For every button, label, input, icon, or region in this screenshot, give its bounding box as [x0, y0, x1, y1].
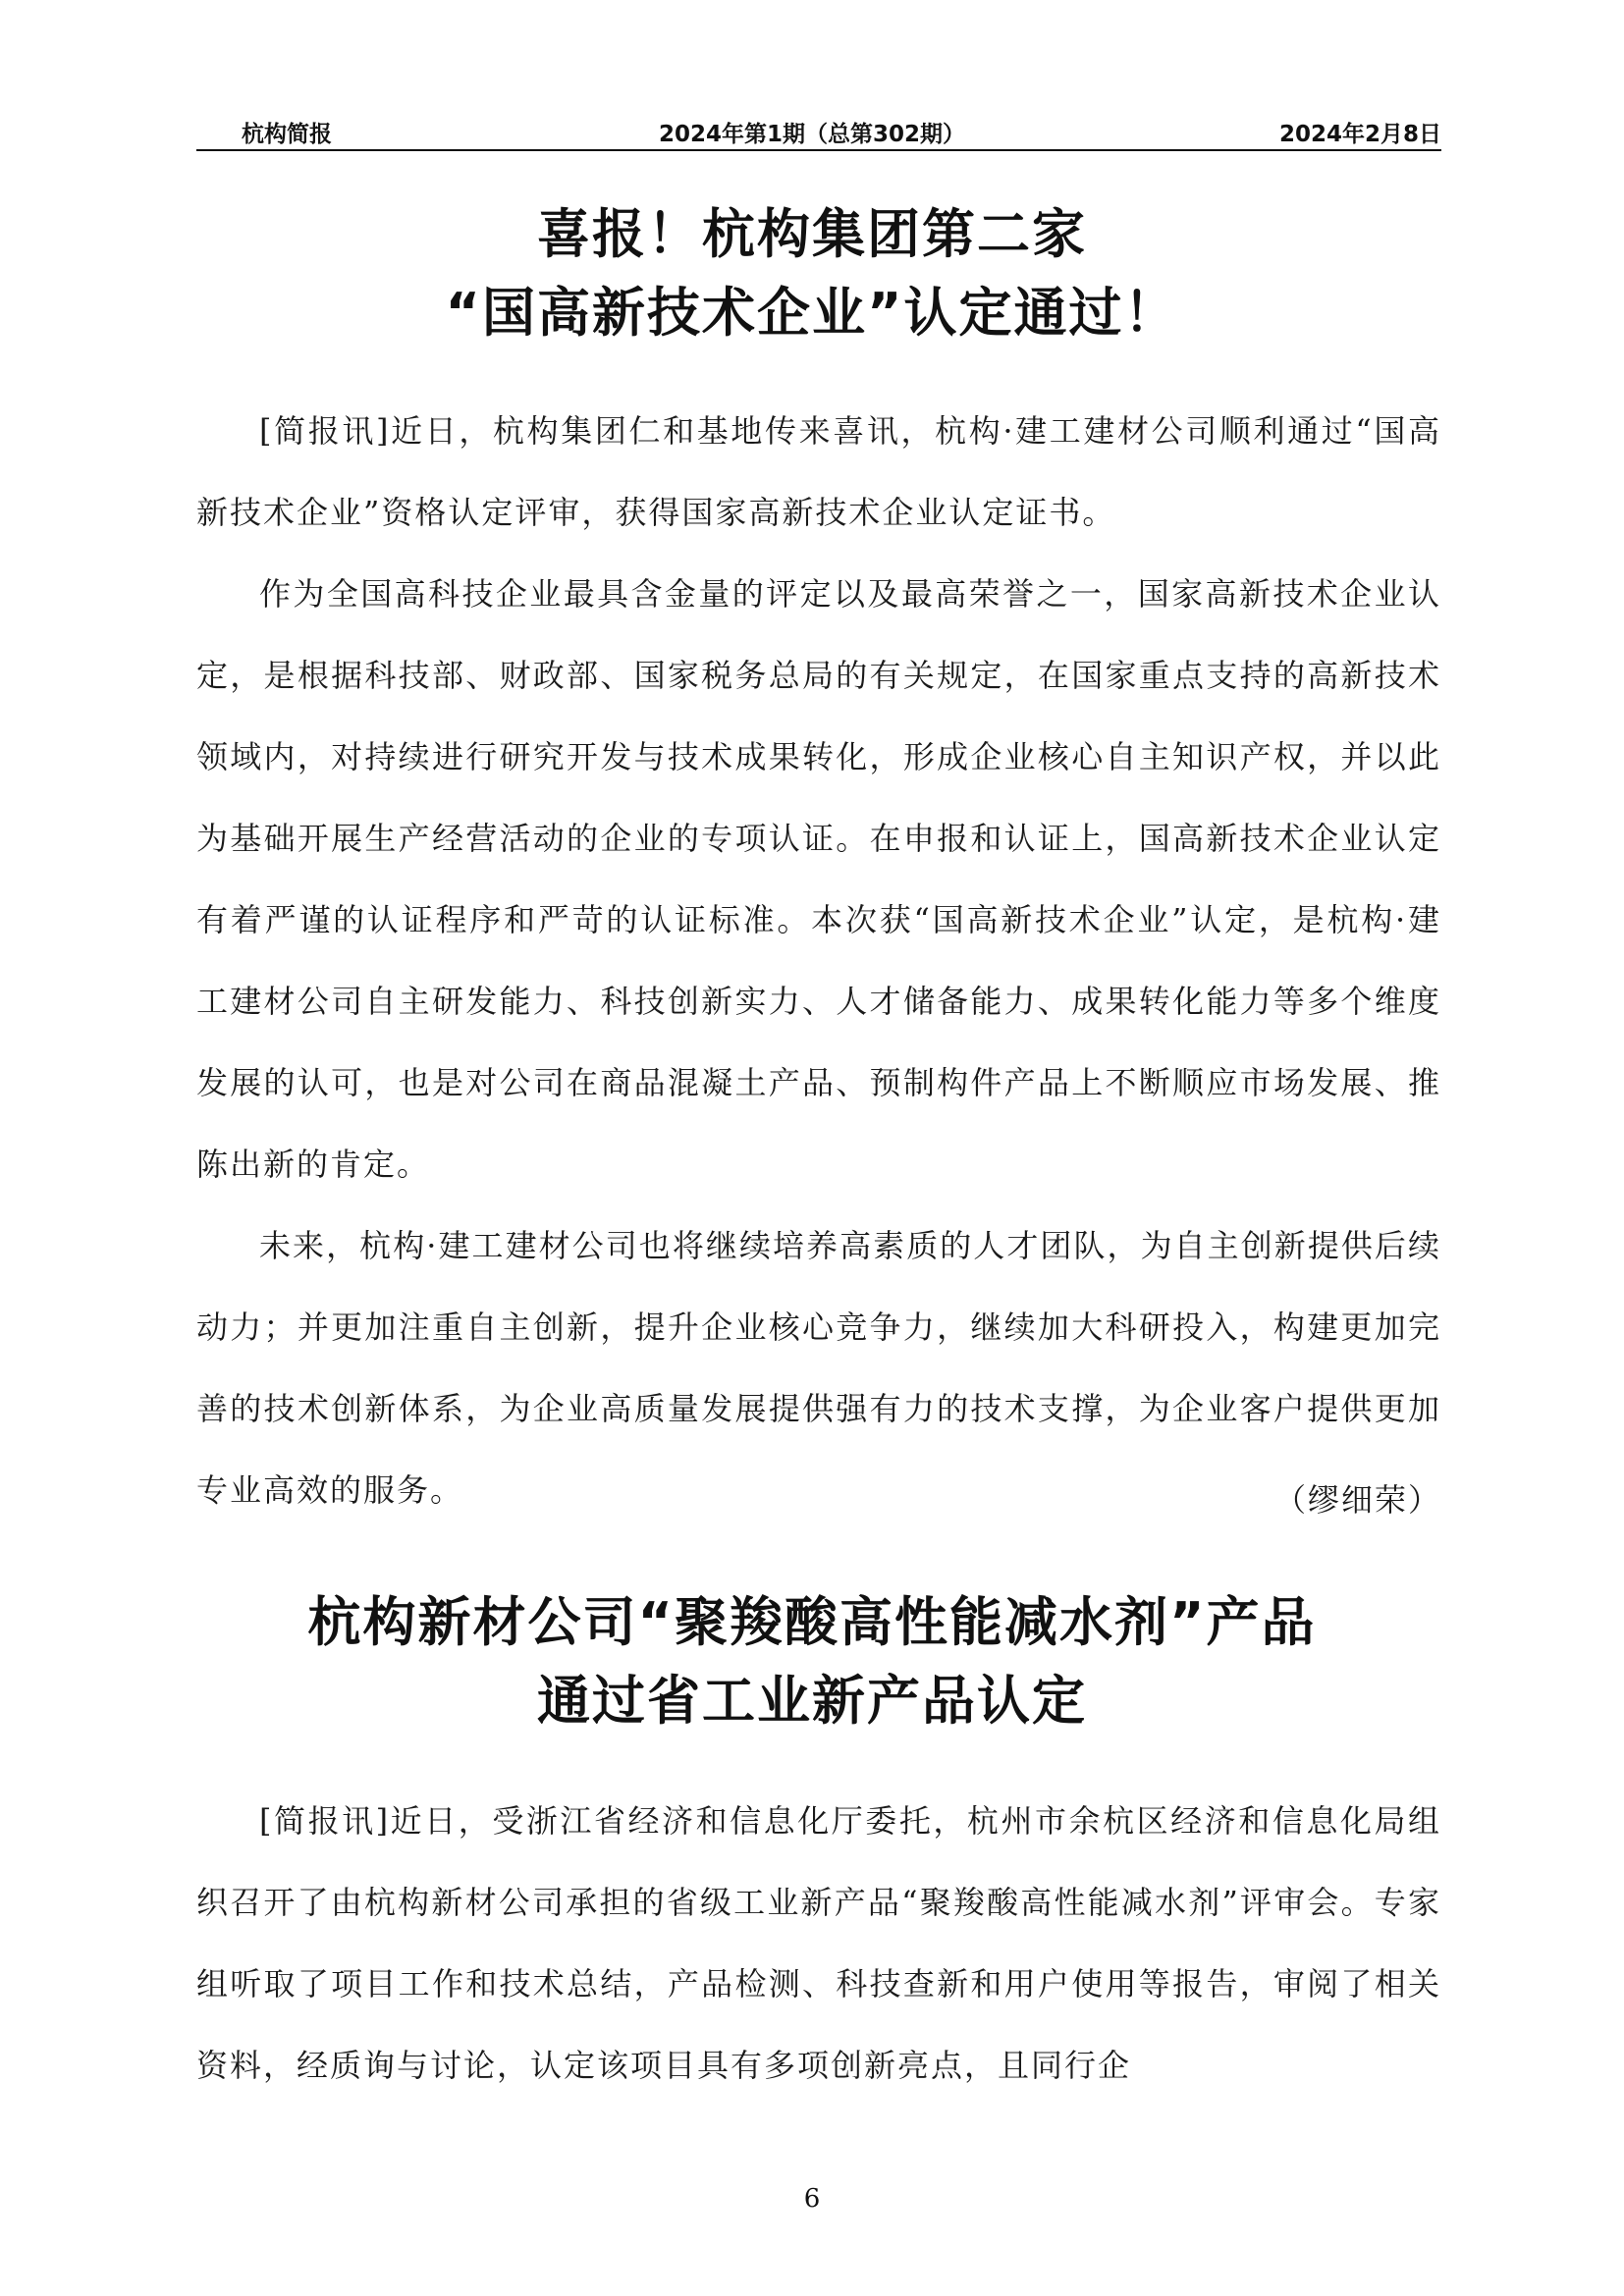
article1-paragraph-1: [简报讯]近日，杭构集团仁和基地传来喜讯，杭构·建工建材公司顺利通过“国高新技术企业”资格认定评审，获得国家高新技术企业认定证书。: [196, 412, 1441, 531]
article1-author: （缪细荣）: [1273, 1481, 1441, 1519]
article1-paragraph-3: 未来，杭构·建工建材公司也将继续培养高素质的人才团队，为自主创新提供后续动力；并更加注重自主创新，提升企业核心竞争力，继续加大科研投入，构建更加完善的技术创新体系，为企业高质量发展提供强有力的技术支撑，为企业客户提供更加专业高效的服务。: [196, 1227, 1441, 1509]
article2-paragraph-1: [简报讯]近日，受浙江省经济和信息化厅委托，杭州市余杭区经济和信息化局组织召开了由杭构新材公司承担的省级工业新产品“聚羧酸高性能减水剂”评审会。专家组听取了项目工作和技术总结，产品检测、科技查新和用户使用等报告，审阅了相关资料，经质询与讨论，认定该项目具有多项创新亮点，且同行企: [196, 1802, 1441, 2084]
article1-body: [196, 391, 1441, 1531]
page-number: 6: [803, 2184, 821, 2214]
header-issue-number: 2024年第1期（总第302期）: [658, 122, 966, 147]
article1-paragraph-2: 作为全国高科技企业最具含金量的评定以及最高荣誉之一，国家高新技术企业认定，是根据科技部、财政部、国家税务总局的有关规定，在国家重点支持的高新技术领域内，对持续进行研究开发与技术成果转化，形成企业核心自主知识产权，并以此为基础开展生产经营活动的企业的专项认证。在申报和认证上，国高新技术企业认定有着严谨的认证程序和严苛的认证标准。本次获“国高新技术企业”认定，是杭构·建工建材公司自主研发能力、科技创新实力、人才储备能力、成果转化能力等多个维度发展的认可，也是对公司在商品混凝土产品、预制构件产品上不断顺应市场发展、推陈出新的肯定。: [196, 575, 1441, 1183]
header-divider: [196, 149, 1441, 151]
header-date: 2024年2月8日: [1278, 122, 1441, 147]
article2-title-line1: 杭构新材公司“聚羧酸高性能减水剂”产品: [307, 1591, 1317, 1653]
header-publication-name: 杭构简报: [242, 122, 332, 147]
article2-title-line2: 通过省工业新产品认定: [537, 1670, 1087, 1732]
article1-title-line1: 喜报！杭构集团第二家: [537, 203, 1087, 265]
article2-body: [196, 1781, 1441, 2107]
article1-title-line2: “国高新技术企业”认定通过！: [445, 282, 1179, 344]
